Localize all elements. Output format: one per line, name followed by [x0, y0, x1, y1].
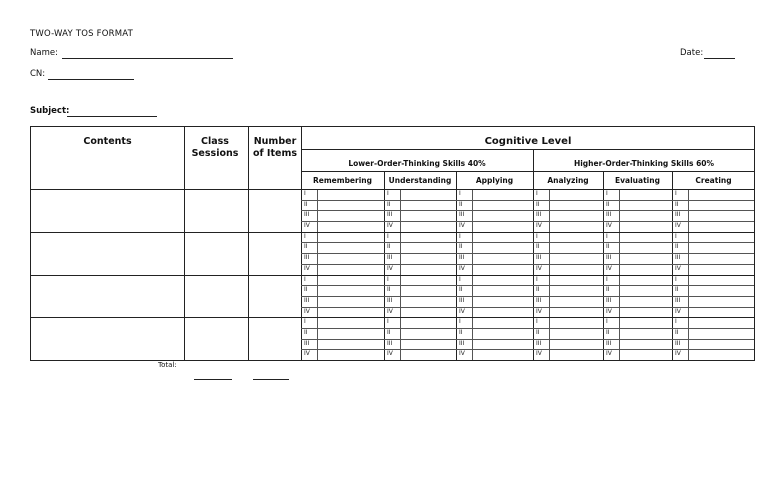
row-numeral: IV — [387, 350, 393, 358]
subrow-divider — [301, 339, 754, 340]
subject-blank-line[interactable] — [67, 116, 157, 117]
row-numeral: III — [606, 211, 612, 219]
row-numeral: III — [536, 339, 542, 347]
row-numeral: IV — [304, 264, 310, 272]
subrow-divider — [301, 349, 754, 350]
row-numeral: III — [536, 211, 542, 219]
row-numeral: II — [387, 200, 391, 208]
row-numeral: I — [606, 318, 608, 326]
total-items-line[interactable] — [253, 379, 289, 380]
row-numeral: III — [606, 339, 612, 347]
row-numeral: IV — [536, 307, 542, 315]
contents-header: Contents — [83, 136, 132, 147]
row-numeral: I — [387, 318, 389, 326]
row-numeral: IV — [304, 222, 310, 230]
name-label: Name: — [30, 48, 58, 58]
subrow-divider — [301, 328, 754, 329]
row-numeral: I — [536, 275, 538, 283]
class-sessions-header: Class Sessions — [191, 136, 239, 159]
row-numeral: IV — [675, 222, 681, 230]
row-numeral: IV — [675, 264, 681, 272]
row-numeral: I — [387, 275, 389, 283]
subrow-divider — [301, 307, 754, 308]
tos-table — [30, 126, 755, 361]
cognitive-divider — [301, 149, 754, 150]
row-numeral: III — [675, 296, 681, 304]
row-numeral: III — [459, 339, 465, 347]
row-numeral: IV — [606, 307, 612, 315]
row-numeral: II — [606, 200, 610, 208]
row-numeral: III — [304, 254, 310, 262]
row-numeral: II — [675, 243, 679, 251]
row-numeral: II — [675, 328, 679, 336]
row-numeral: I — [675, 275, 677, 283]
row-numeral: IV — [606, 350, 612, 358]
subrow-divider — [301, 200, 754, 201]
row-numeral: II — [675, 286, 679, 294]
row-numeral: I — [387, 232, 389, 240]
row-numeral: I — [606, 275, 608, 283]
row-numeral: I — [304, 232, 306, 240]
row-numeral: III — [459, 211, 465, 219]
row-numeral: III — [304, 339, 310, 347]
row-numeral: IV — [459, 350, 465, 358]
column-divider — [248, 127, 249, 360]
row-numeral: II — [387, 328, 391, 336]
number-of-items-header: Number of Items — [252, 136, 298, 159]
level-header-analyzing: Analyzing — [547, 176, 589, 185]
document-title: TWO-WAY TOS FORMAT — [30, 29, 133, 39]
row-numeral: III — [387, 296, 393, 304]
name-blank-line[interactable] — [62, 58, 233, 59]
row-numeral: IV — [459, 307, 465, 315]
row-numeral: IV — [304, 350, 310, 358]
row-numeral: III — [675, 211, 681, 219]
content-row-divider — [31, 232, 754, 233]
row-numeral: I — [459, 275, 461, 283]
row-numeral: II — [606, 243, 610, 251]
row-numeral: I — [536, 190, 538, 197]
date-label: Date: — [680, 48, 704, 58]
row-numeral: III — [675, 339, 681, 347]
row-numeral: III — [304, 296, 310, 304]
row-numeral: IV — [675, 307, 681, 315]
row-numeral: III — [675, 254, 681, 262]
row-numeral: IV — [536, 264, 542, 272]
row-numeral: II — [536, 286, 540, 294]
total-label: Total: — [158, 361, 177, 369]
row-numeral: I — [304, 275, 306, 283]
row-numeral: I — [606, 190, 608, 197]
row-numeral: II — [536, 200, 540, 208]
row-numeral: IV — [387, 307, 393, 315]
row-numeral: II — [304, 286, 308, 294]
row-numeral: III — [536, 296, 542, 304]
row-numeral: II — [606, 328, 610, 336]
subrow-divider — [301, 210, 754, 211]
skills-divider — [301, 171, 754, 172]
subrow-divider — [301, 264, 754, 265]
column-divider — [301, 127, 302, 360]
row-numeral: I — [536, 318, 538, 326]
row-numeral: IV — [459, 264, 465, 272]
row-numeral: I — [536, 232, 538, 240]
row-numeral: IV — [387, 264, 393, 272]
cn-label: CN: — [30, 69, 46, 79]
hots-header: Higher-Order-Thinking Skills 60% — [573, 159, 715, 168]
row-numeral: IV — [536, 222, 542, 230]
row-numeral: III — [387, 254, 393, 262]
row-numeral: II — [606, 286, 610, 294]
row-numeral: IV — [606, 264, 612, 272]
row-numeral: I — [459, 318, 461, 326]
row-numeral: II — [387, 243, 391, 251]
row-numeral: II — [304, 243, 308, 251]
row-numeral: II — [459, 243, 463, 251]
subrow-divider — [301, 253, 754, 254]
cognitive-level-header: Cognitive Level — [484, 136, 572, 147]
row-numeral: III — [606, 254, 612, 262]
row-numeral: I — [304, 190, 306, 197]
content-row-divider — [31, 317, 754, 318]
subrow-divider — [301, 285, 754, 286]
level-header-applying: Applying — [475, 176, 514, 185]
row-numeral: IV — [387, 222, 393, 230]
row-numeral: III — [459, 254, 465, 262]
row-numeral: IV — [536, 350, 542, 358]
row-numeral: II — [536, 328, 540, 336]
row-numeral: I — [675, 318, 677, 326]
row-numeral: III — [606, 296, 612, 304]
row-numeral: III — [387, 339, 393, 347]
row-numeral: I — [675, 190, 677, 197]
row-numeral: III — [387, 211, 393, 219]
subject-label: Subject: — [30, 106, 70, 116]
total-sessions-line[interactable] — [194, 379, 232, 380]
cn-blank-line[interactable] — [48, 79, 134, 80]
row-numeral: IV — [459, 222, 465, 230]
row-numeral: III — [304, 211, 310, 219]
lots-header: Lower-Order-Thinking Skills 40% — [348, 159, 486, 168]
row-numeral: III — [459, 296, 465, 304]
subrow-divider — [301, 221, 754, 222]
row-numeral: IV — [304, 307, 310, 315]
row-numeral: I — [459, 190, 461, 197]
row-numeral: IV — [675, 350, 681, 358]
level-header-creating: Creating — [695, 176, 732, 185]
header-bottom-line — [31, 189, 754, 190]
date-blank-line[interactable] — [704, 58, 735, 59]
row-numeral: II — [459, 328, 463, 336]
row-numeral: I — [459, 232, 461, 240]
row-numeral: III — [536, 254, 542, 262]
level-header-evaluating: Evaluating — [615, 176, 660, 185]
row-numeral: II — [536, 243, 540, 251]
row-numeral: II — [304, 200, 308, 208]
row-numeral: II — [459, 200, 463, 208]
row-numeral: II — [304, 328, 308, 336]
content-row-divider — [31, 275, 754, 276]
row-numeral: IV — [606, 222, 612, 230]
row-numeral: I — [606, 232, 608, 240]
row-numeral: I — [675, 232, 677, 240]
row-numeral: I — [387, 190, 389, 197]
subrow-divider — [301, 296, 754, 297]
level-header-understanding: Understanding — [388, 176, 452, 185]
column-divider — [184, 127, 185, 360]
row-numeral: II — [675, 200, 679, 208]
level-header-remembering: Remembering — [312, 176, 372, 185]
row-numeral: II — [387, 286, 391, 294]
row-numeral: I — [304, 318, 306, 326]
row-numeral: II — [459, 286, 463, 294]
subrow-divider — [301, 242, 754, 243]
